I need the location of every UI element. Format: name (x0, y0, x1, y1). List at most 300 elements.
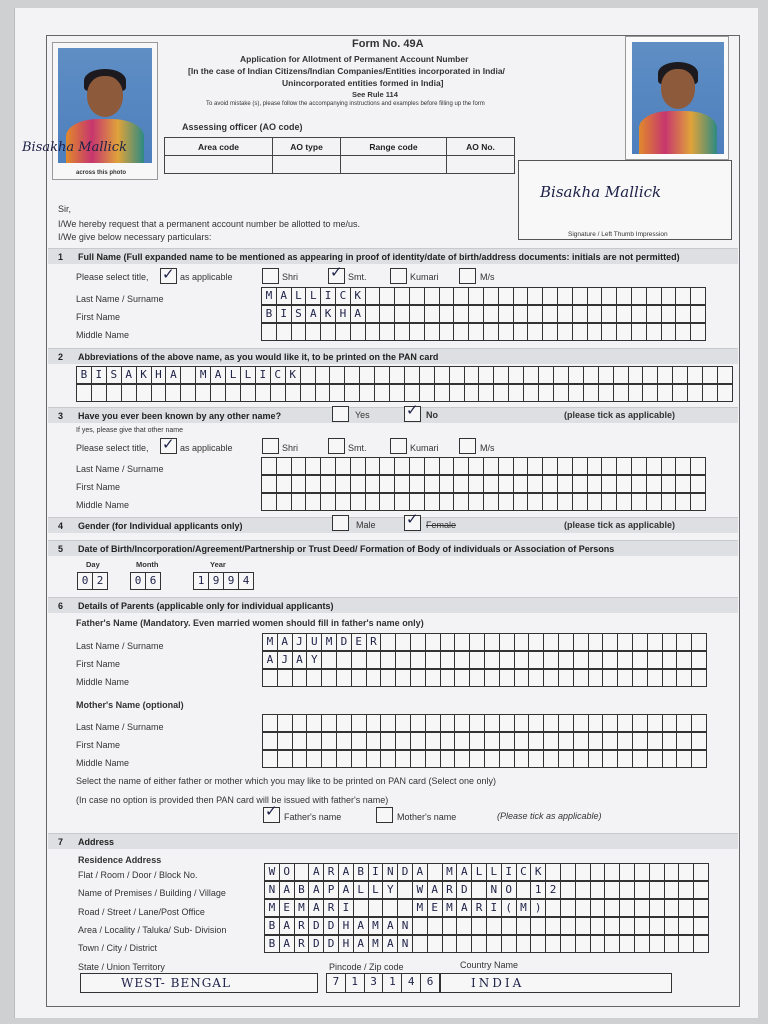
char-box (455, 670, 470, 686)
father-last-name-field[interactable] (262, 633, 707, 651)
char-box: K (351, 288, 366, 304)
other-title-shri-label: Shri (282, 443, 299, 453)
char-box (509, 385, 524, 401)
char-box (539, 367, 554, 383)
char-box (396, 652, 411, 668)
char-box (658, 385, 673, 401)
char-box (647, 306, 662, 322)
ao-col-no: AO No. (447, 138, 515, 156)
pincode-label: Pincode / Zip code (329, 962, 404, 972)
char-box (352, 652, 367, 668)
char-box (589, 652, 604, 668)
char-box (484, 288, 499, 304)
char-box (694, 918, 709, 934)
father-first-name-field[interactable] (262, 651, 707, 669)
char-box (293, 670, 308, 686)
char-box (425, 324, 440, 340)
char-box (573, 306, 588, 322)
char-box: R (324, 900, 339, 916)
char-box (337, 751, 352, 767)
char-box (559, 715, 574, 731)
dob-year-field[interactable] (193, 572, 254, 590)
char-box (544, 715, 559, 731)
dob-month-field[interactable] (130, 572, 161, 590)
char-box (307, 715, 322, 731)
char-box (588, 494, 603, 510)
address-flat-field[interactable] (264, 863, 709, 881)
char-box (647, 288, 662, 304)
pan-name-field-row-2[interactable] (76, 384, 733, 402)
father-heading: Father's Name (Mandatory. Even married women should fill in father's name only) (76, 618, 424, 628)
other-title-ms-label: M/s (480, 443, 495, 453)
char-box (366, 306, 381, 322)
char-box: O (280, 864, 295, 880)
char-box (648, 634, 663, 650)
section-3-number: 3 (58, 411, 64, 421)
ao-col-area: Area code (165, 138, 273, 156)
char-box: B (295, 882, 310, 898)
state-value: WEST- BENGAL (121, 976, 231, 990)
applicant-photo-right (632, 42, 724, 154)
first-name-field[interactable] (261, 305, 706, 323)
char-box (650, 936, 665, 952)
char-box (337, 733, 352, 749)
section-4-number: 4 (58, 521, 64, 531)
char-box (502, 936, 517, 952)
char-box (426, 670, 441, 686)
char-box (559, 670, 574, 686)
char-box (662, 306, 677, 322)
char-box: I (277, 306, 292, 322)
section-2-title: Abbreviations of the above name, as you would like it, to be printed on the PAN card (78, 352, 439, 362)
char-box: N (487, 882, 502, 898)
char-box (633, 634, 648, 650)
char-box (614, 367, 629, 383)
char-box: D (324, 936, 339, 952)
char-box (502, 918, 517, 934)
char-box (559, 652, 574, 668)
char-box (441, 733, 456, 749)
char-box (603, 670, 618, 686)
char-box (413, 918, 428, 934)
char-box (515, 733, 530, 749)
char-box (499, 306, 514, 322)
char-box (647, 494, 662, 510)
char-box (629, 367, 644, 383)
char-box: B (354, 864, 369, 880)
char-box (679, 882, 694, 898)
char-box: K (137, 367, 152, 383)
select-title-label-2: Please select title, (76, 443, 149, 453)
char-box (500, 670, 515, 686)
char-box (345, 385, 360, 401)
char-box (420, 385, 435, 401)
other-middle-name-label: Middle Name (76, 500, 130, 510)
mother-last-name-field[interactable] (262, 714, 707, 732)
char-box: A (351, 306, 366, 322)
char-box (618, 670, 633, 686)
char-box (375, 385, 390, 401)
char-box (648, 670, 663, 686)
address-town-label: Town / City / District (78, 943, 158, 953)
char-box (262, 458, 277, 474)
char-box: B (265, 918, 280, 934)
char-box: B (265, 936, 280, 952)
char-box (367, 652, 382, 668)
char-box (381, 751, 396, 767)
char-box: A (293, 652, 308, 668)
char-box (322, 715, 337, 731)
char-box (676, 306, 691, 322)
char-box (367, 733, 382, 749)
char-box (573, 458, 588, 474)
char-box (484, 458, 499, 474)
char-box (494, 385, 509, 401)
char-box: L (226, 367, 241, 383)
intro-line-2: I/We give below necessary particulars: (58, 232, 212, 242)
char-box: A (166, 367, 181, 383)
char-box (395, 288, 410, 304)
char-box: M (443, 864, 458, 880)
char-box (366, 324, 381, 340)
char-box (620, 882, 635, 898)
char-box: 1 (383, 974, 402, 992)
char-box (703, 385, 718, 401)
char-box (694, 882, 709, 898)
other-last-name-field[interactable] (261, 457, 706, 475)
char-box (576, 900, 591, 916)
title-kumari-checkbox[interactable] (390, 268, 407, 284)
char-box (487, 936, 502, 952)
middle-name-field[interactable] (261, 323, 706, 341)
char-box: A (263, 652, 278, 668)
char-box (589, 670, 604, 686)
char-box (694, 936, 709, 952)
ao-type-cell[interactable] (273, 156, 341, 174)
char-box: 6 (146, 573, 161, 589)
state-field[interactable] (80, 973, 318, 993)
ao-range-cell[interactable] (341, 156, 447, 174)
char-box (633, 652, 648, 668)
photo-caption: across this photo (76, 170, 127, 176)
char-box: L (306, 288, 321, 304)
char-box (574, 715, 589, 731)
char-box (694, 900, 709, 916)
char-box (465, 367, 480, 383)
other-title-ms-checkbox[interactable] (459, 438, 476, 454)
char-box (528, 458, 543, 474)
char-box (441, 751, 456, 767)
char-box (383, 900, 398, 916)
tick-note: (please tick as applicable) (564, 410, 676, 420)
char-box (603, 652, 618, 668)
char-box (455, 634, 470, 650)
char-box: H (339, 936, 354, 952)
address-premises-field[interactable] (264, 881, 709, 899)
char-box (479, 385, 494, 401)
first-name-label: First Name (76, 312, 121, 322)
check-icon: ✓ (406, 511, 419, 528)
other-name-yes-label: Yes (355, 410, 370, 420)
char-box (643, 367, 658, 383)
address-flat-label: Flat / Room / Door / Block No. (78, 870, 198, 880)
other-title-kumari-label: Kumari (410, 443, 439, 453)
char-box (440, 288, 455, 304)
ao-label: Assessing officer (AO code) (182, 122, 303, 132)
pan-name-field-row-1[interactable] (76, 366, 733, 384)
char-box (546, 918, 561, 934)
char-box: C (271, 367, 286, 383)
char-box (470, 751, 485, 767)
char-box (395, 306, 410, 322)
rule-reference: See Rule 114 (352, 90, 398, 99)
char-box (454, 494, 469, 510)
char-box (405, 385, 420, 401)
country-field[interactable] (440, 973, 672, 993)
char-box (648, 751, 663, 767)
print-tick-note: (Please tick as applicable) (497, 811, 602, 821)
char-box (539, 385, 554, 401)
char-box (662, 324, 677, 340)
char-box (591, 936, 606, 952)
char-box: I (256, 367, 271, 383)
char-box (472, 936, 487, 952)
char-box (316, 367, 331, 383)
gender-tick-note: (please tick as applicable) (564, 520, 676, 530)
char-box (321, 476, 336, 492)
char-box: D (309, 936, 324, 952)
form-number: Form No. 49A (352, 38, 424, 50)
other-title-kumari-checkbox[interactable] (390, 438, 407, 454)
signature-caption: Signature / Left Thumb Impression (568, 231, 668, 238)
char-box (500, 652, 515, 668)
char-box (561, 900, 576, 916)
other-middle-name-field[interactable] (261, 493, 706, 511)
char-box (381, 652, 396, 668)
char-box (647, 324, 662, 340)
check-icon: ✓ (162, 266, 175, 283)
char-box (277, 494, 292, 510)
char-box (677, 670, 692, 686)
char-box (256, 385, 271, 401)
pincode-field[interactable] (326, 973, 440, 993)
char-box (558, 288, 573, 304)
char-box: L (472, 864, 487, 880)
char-box: A (428, 882, 443, 898)
char-box (662, 458, 677, 474)
char-box (351, 324, 366, 340)
char-box: M (295, 900, 310, 916)
mother-middle-name-field[interactable] (262, 750, 707, 768)
char-box (277, 476, 292, 492)
char-box (367, 670, 382, 686)
char-box (472, 918, 487, 934)
char-box (435, 385, 450, 401)
section-2-number: 2 (58, 352, 64, 362)
char-box (588, 476, 603, 492)
address-area-field[interactable] (264, 917, 709, 935)
check-icon: ✓ (162, 436, 175, 453)
char-box (381, 733, 396, 749)
char-box (691, 458, 706, 474)
char-box (381, 670, 396, 686)
char-box (665, 864, 680, 880)
ao-col-range: Range code (341, 138, 447, 156)
father-middle-name-field[interactable] (262, 669, 707, 687)
gender-male-checkbox[interactable] (332, 515, 349, 531)
other-title-smt-checkbox[interactable] (328, 438, 345, 454)
char-box (352, 670, 367, 686)
char-box: N (383, 864, 398, 880)
char-box: 1 (346, 974, 365, 992)
char-box (428, 918, 443, 934)
dob-year-label: Year (210, 560, 226, 569)
char-box (122, 385, 137, 401)
char-box (484, 494, 499, 510)
char-box: Y (383, 882, 398, 898)
char-box (692, 751, 707, 767)
char-box (558, 476, 573, 492)
char-box: 9 (209, 573, 224, 589)
char-box (663, 733, 678, 749)
char-box (263, 751, 278, 767)
ao-no-cell[interactable] (447, 156, 515, 174)
char-box (426, 751, 441, 767)
char-box (469, 458, 484, 474)
char-box: D (398, 864, 413, 880)
other-name-yes-checkbox[interactable] (332, 406, 349, 422)
char-box (618, 751, 633, 767)
char-box (679, 900, 694, 916)
ao-area-cell[interactable] (165, 156, 273, 174)
char-box (648, 733, 663, 749)
char-box (543, 494, 558, 510)
char-box (574, 751, 589, 767)
char-box: A (211, 367, 226, 383)
char-box (321, 324, 336, 340)
char-box (514, 324, 529, 340)
char-box (420, 367, 435, 383)
char-box (603, 733, 618, 749)
char-box (589, 733, 604, 749)
char-box (292, 476, 307, 492)
char-box (405, 367, 420, 383)
char-box (396, 733, 411, 749)
char-box (469, 494, 484, 510)
char-box: R (472, 900, 487, 916)
char-box: K (286, 367, 301, 383)
char-box: W (413, 882, 428, 898)
char-box (677, 715, 692, 731)
char-box (673, 367, 688, 383)
char-box: I (92, 367, 107, 383)
char-box: D (337, 634, 352, 650)
char-box (692, 733, 707, 749)
dob-day-field[interactable] (77, 572, 108, 590)
char-box (515, 670, 530, 686)
address-road-field[interactable] (264, 899, 709, 917)
mother-first-name-field[interactable] (262, 732, 707, 750)
char-box (633, 751, 648, 767)
char-box (352, 751, 367, 767)
char-box (635, 936, 650, 952)
char-box (499, 494, 514, 510)
char-box (307, 670, 322, 686)
dob-day-label: Day (86, 560, 100, 569)
char-box (395, 494, 410, 510)
char-box (635, 918, 650, 934)
char-box (692, 634, 707, 650)
char-box (677, 634, 692, 650)
char-box (396, 634, 411, 650)
char-box (605, 900, 620, 916)
title-ms-checkbox[interactable] (459, 268, 476, 284)
char-box (559, 751, 574, 767)
char-box: 4 (402, 974, 421, 992)
char-box (410, 494, 425, 510)
section-1-header (48, 248, 738, 264)
char-box (396, 751, 411, 767)
last-name-field[interactable] (261, 287, 706, 305)
char-box (647, 458, 662, 474)
char-box (295, 864, 310, 880)
char-box (574, 733, 589, 749)
char-box (665, 882, 680, 898)
char-box (617, 494, 632, 510)
char-box (605, 936, 620, 952)
intro-line-1: I/We hereby request that a permanent account number be allotted to me/us. (58, 219, 361, 229)
photo-signature: Bisakha Mallick (22, 140, 127, 155)
other-title-shri-checkbox[interactable] (262, 438, 279, 454)
char-box: 1 (531, 882, 546, 898)
char-box (573, 494, 588, 510)
char-box (484, 476, 499, 492)
char-box (455, 733, 470, 749)
char-box: D (309, 918, 324, 934)
print-mother-checkbox[interactable] (376, 807, 393, 823)
char-box: 4 (239, 573, 254, 589)
title-shri-checkbox[interactable] (262, 268, 279, 284)
if-yes-note: If yes, please give that other name (76, 427, 184, 434)
char-box: E (352, 634, 367, 650)
char-box (546, 864, 561, 880)
char-box (703, 367, 718, 383)
char-box (603, 634, 618, 650)
char-box: L (241, 367, 256, 383)
char-box: U (307, 634, 322, 650)
char-box (528, 306, 543, 322)
char-box (514, 288, 529, 304)
char-box (487, 918, 502, 934)
char-box (450, 367, 465, 383)
char-box (558, 458, 573, 474)
char-box (618, 715, 633, 731)
section-1-number: 1 (58, 252, 64, 262)
char-box (544, 751, 559, 767)
char-box (337, 652, 352, 668)
address-town-field[interactable] (264, 935, 709, 953)
char-box (440, 458, 455, 474)
char-box (677, 652, 692, 668)
char-box (411, 751, 426, 767)
char-box: R (324, 864, 339, 880)
char-box (337, 715, 352, 731)
signature-handwritten: Bisakha Mallick (540, 183, 662, 201)
char-box (485, 715, 500, 731)
other-first-name-field[interactable] (261, 475, 706, 493)
residence-address-heading: Residence Address (78, 855, 162, 865)
char-box (322, 733, 337, 749)
